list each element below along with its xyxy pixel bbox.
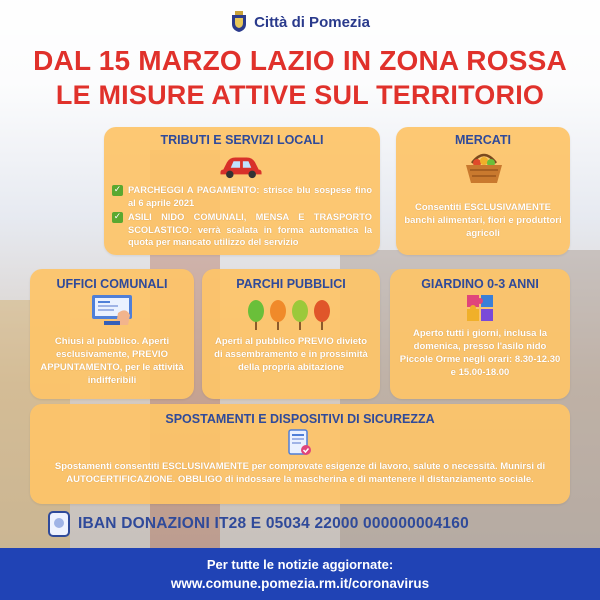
parchi-card	[202, 269, 380, 399]
uffici-text: Chiusi al pubblico. Aperti esclusivamente, PREVIO APPUNTAMENTO, per le attività indifferibili	[40, 336, 184, 386]
phone-donation-icon	[48, 511, 70, 537]
tributi-card	[104, 127, 380, 255]
mercati-title: MERCATI	[454, 133, 511, 147]
checkmark-icon: ✓	[113, 212, 122, 222]
basket-icon	[462, 149, 506, 185]
footer-url-link[interactable]: www.comune.pomezia.rm.it/coronavirus	[170, 576, 430, 591]
giardino-card	[390, 269, 570, 399]
puzzle-icon	[465, 293, 495, 323]
spostamenti-title: SPOSTAMENTI E DISPOSITIVI DI SICUREZZA	[165, 412, 435, 426]
parchi-text: Aperti al pubblico PREVIO divieto di assembramento e in prossimità della propria abitazione	[214, 336, 368, 373]
giardino-text: Aperto tutti i giorni, inclusa la domenica, presso l'asilo nido Piccole Orme negli orari: 8.30-12.30 e 15.00-18.00	[399, 328, 561, 378]
uffici-title: UFFICI COMUNALI	[56, 277, 168, 291]
certificate-document-icon	[286, 429, 312, 457]
city-crest-icon	[230, 11, 248, 33]
iban-row	[48, 511, 469, 537]
mercati-text: Consentiti ESCLUSIVAMENTE banchi alimentari, fiori e produttori agricoli	[404, 202, 562, 239]
uffici-card	[30, 269, 194, 399]
spostamenti-card	[30, 404, 570, 504]
giardino-title: GIARDINO 0-3 ANNI	[421, 277, 539, 291]
header	[0, 10, 600, 34]
iban-text: IBAN DONAZIONI IT28 E 05034 22000 000000004160	[78, 515, 469, 532]
office-computer-icon	[88, 293, 136, 329]
tributi-item-1: PARCHEGGI A PAGAMENTO: strisce blu sospese fino al 6 aprile 2021	[128, 185, 372, 208]
spostamenti-text: Spostamenti consentiti ESCLUSIVAMENTE per comprovate esigenze di lavoro, salute o necessità. Munirsi di AUTOCERTIFICAZIONE. OBBLIGO di indossare la mascherina e di mantenere il distanziamento sociale.	[54, 461, 546, 485]
mercati-card	[396, 127, 570, 255]
list-item	[112, 184, 372, 209]
trees-icon	[246, 297, 336, 331]
city-name: Città di Pomezia	[254, 13, 370, 31]
footer-caption: Per tutte le notizie aggiornate:	[206, 557, 394, 572]
parchi-title: PARCHI PUBBLICI	[236, 277, 346, 291]
headline-line1: DAL 15 MARZO LAZIO IN ZONA ROSSA	[33, 45, 567, 76]
car-icon	[216, 151, 266, 179]
tributi-item-2: ASILI NIDO COMUNALI, MENSA E TRASPORTO SCOLASTICO: verrà scalata in forma automatica la quota per mancato utilizzo del servizio	[128, 212, 372, 247]
list-item	[112, 211, 372, 249]
tributi-title: TRIBUTI E SERVIZI LOCALI	[160, 133, 324, 147]
headline-line2: LE MISURE ATTIVE SUL TERRITORIO	[55, 80, 545, 110]
checkmark-icon: ✓	[113, 185, 122, 195]
footer	[0, 548, 600, 600]
